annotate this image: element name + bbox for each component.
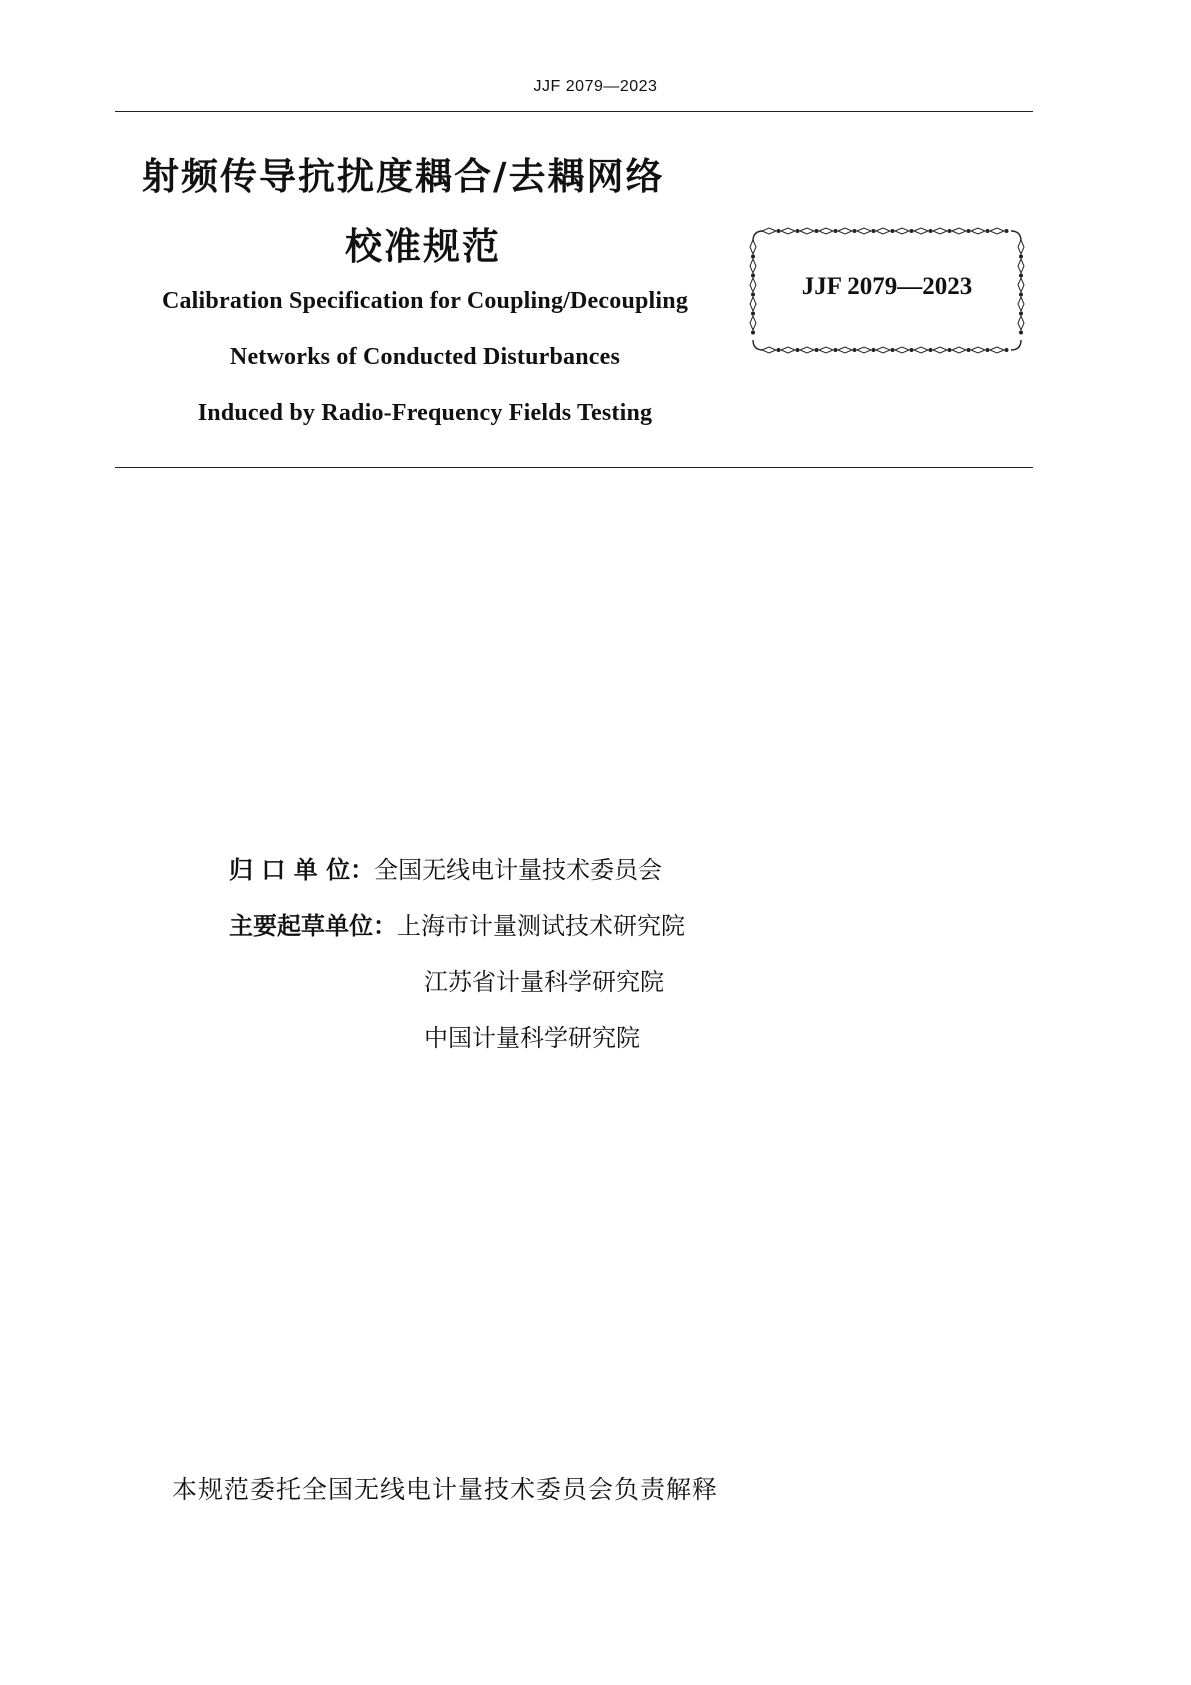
standard-code-box xyxy=(749,227,1025,354)
standard-code: JJF 2079—2023 xyxy=(801,273,973,300)
header-rule xyxy=(115,111,1033,112)
title-cn-line1: 射频传导抗扰度耦合/去耦网络 xyxy=(142,155,665,198)
title-en-line3: Induced by Radio-Frequency Fields Testing xyxy=(197,400,653,426)
title-en-line1: Calibration Specification for Coupling/Decoupling xyxy=(161,288,689,314)
drafting-unit-label: 主要起草单位： xyxy=(229,912,397,940)
responsible-unit-row xyxy=(229,850,662,885)
title-cn-line2: 校准规范 xyxy=(345,225,501,268)
title-bottom-rule xyxy=(115,467,1033,468)
drafting-unit-row xyxy=(229,906,685,941)
drafting-unit-value-1: 上海市计量测试技术研究院 xyxy=(397,912,685,940)
running-header-code: JJF 2079—2023 xyxy=(533,78,658,95)
drafting-unit-value-3: 中国计量科学研究院 xyxy=(424,1024,640,1052)
responsible-unit-value: 全国无线电计量技术委员会 xyxy=(374,856,663,884)
drafting-unit-value-2: 江苏省计量科学研究院 xyxy=(424,968,664,996)
title-en-line2: Networks of Conducted Disturbances xyxy=(229,344,621,370)
interpretation-note: 本规范委托全国无线电计量技术委员会负责解释 xyxy=(172,1475,719,1504)
responsible-unit-label: 归 口 单 位： xyxy=(229,856,375,884)
